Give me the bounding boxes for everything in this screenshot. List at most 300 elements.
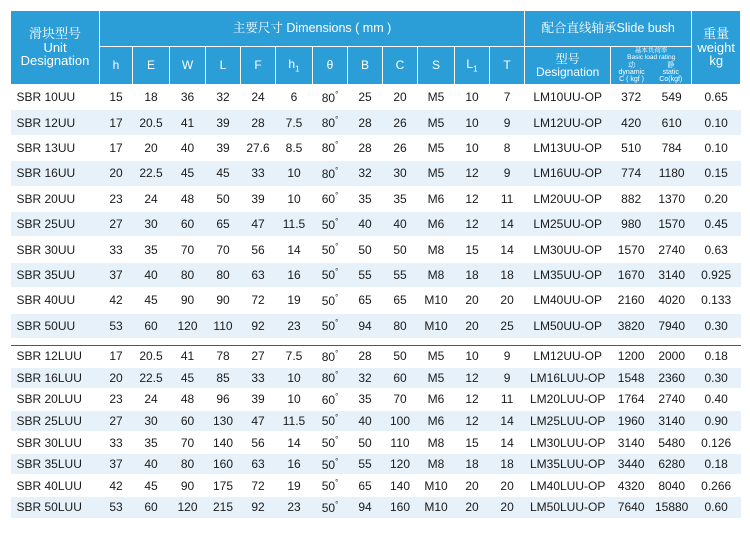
cell-e: 22.5 (133, 367, 170, 389)
cell-static-load: 6280 (652, 453, 692, 475)
table-row (11, 453, 741, 475)
load-rating-header: 基本负荷率 Basic load rating 动 dynamic C ( kgf ) 静 static Co(kgf) (611, 47, 692, 85)
cell-b: 32 (348, 367, 383, 389)
cell-c: 50 (383, 237, 418, 262)
cell-t: 18 (490, 453, 525, 475)
cell-l1: 20 (455, 475, 490, 497)
cell-h1: 7.5 (276, 110, 313, 135)
cell-h: 37 (100, 453, 133, 475)
cell-h: 17 (100, 345, 133, 367)
col-l1: $L_1$ (455, 47, 490, 85)
cell-theta: 60° (313, 186, 348, 211)
cell-theta: 50° (313, 497, 348, 519)
long-units (11, 345, 741, 518)
cell-h1: 19 (276, 288, 313, 313)
cell-theta: 80° (313, 85, 348, 110)
cell-h: 15 (100, 85, 133, 110)
cell-s: M10 (418, 475, 455, 497)
cell-t: 11 (490, 186, 525, 211)
table-row (11, 135, 741, 160)
cell-model: SBR 12UU (11, 110, 100, 135)
cell-weight: 0.15 (692, 161, 741, 186)
cell-e: 60 (133, 497, 170, 519)
cell-model: SBR 20UU (11, 186, 100, 211)
cell-t: 20 (490, 475, 525, 497)
cell-static-load: 15880 (652, 497, 692, 519)
cell-b: 40 (348, 410, 383, 432)
cell-l: 175 (206, 475, 241, 497)
cell-h1: 10 (276, 186, 313, 211)
cell-w: 70 (170, 237, 206, 262)
cell-l: 50 (206, 186, 241, 211)
cell-weight: 0.20 (692, 186, 741, 211)
cell-static-load: 2000 (652, 345, 692, 367)
cell-s: M5 (418, 161, 455, 186)
table-header (11, 11, 741, 85)
cell-b: 28 (348, 135, 383, 160)
standard-units (11, 85, 741, 339)
cell-bush-model: LM50UU-OP (525, 313, 611, 338)
cell-s: M8 (418, 453, 455, 475)
cell-b: 50 (348, 237, 383, 262)
cell-w: 41 (170, 345, 206, 367)
cell-model: SBR 35UU (11, 262, 100, 287)
cell-b: 55 (348, 262, 383, 287)
cell-w: 36 (170, 85, 206, 110)
cell-f: 28 (241, 110, 276, 135)
weight-header: 重量 weight kg (692, 11, 741, 85)
cell-h: 17 (100, 110, 133, 135)
cell-f: 27.6 (241, 135, 276, 160)
cell-static-load: 3140 (652, 410, 692, 432)
cell-weight: 0.18 (692, 345, 741, 367)
table-row (11, 262, 741, 287)
cell-w: 45 (170, 161, 206, 186)
cell-weight: 0.18 (692, 453, 741, 475)
cell-weight: 0.60 (692, 497, 741, 519)
cell-l: 215 (206, 497, 241, 519)
col-h1: $h_1$ (276, 47, 313, 85)
col-theta: θ (313, 47, 348, 85)
cell-e: 30 (133, 211, 170, 236)
cell-s: M8 (418, 432, 455, 454)
cell-s: M6 (418, 211, 455, 236)
cell-model: SBR 25LUU (11, 410, 100, 432)
cell-f: 63 (241, 453, 276, 475)
cell-e: 24 (133, 186, 170, 211)
cell-f: 56 (241, 237, 276, 262)
cell-h1: 23 (276, 313, 313, 338)
cell-model: SBR 12LUU (11, 345, 100, 367)
cell-static-load: 1180 (652, 161, 692, 186)
cell-theta: 50° (313, 475, 348, 497)
cell-model: SBR 20LUU (11, 389, 100, 411)
cell-w: 90 (170, 475, 206, 497)
cell-b: 55 (348, 453, 383, 475)
cell-dynamic-load: 3440 (611, 453, 652, 475)
cell-c: 110 (383, 432, 418, 454)
cell-c: 60 (383, 367, 418, 389)
table-row (11, 186, 741, 211)
cell-h1: 14 (276, 237, 313, 262)
cell-static-load: 784 (652, 135, 692, 160)
cell-bush-model: LM40LUU-OP (525, 475, 611, 497)
cell-e: 35 (133, 237, 170, 262)
cell-s: M6 (418, 410, 455, 432)
cell-l1: 10 (455, 345, 490, 367)
cell-c: 100 (383, 410, 418, 432)
cell-h: 27 (100, 211, 133, 236)
table-row (11, 410, 741, 432)
table-row (11, 85, 741, 110)
cell-t: 14 (490, 410, 525, 432)
cell-t: 11 (490, 389, 525, 411)
cell-l1: 10 (455, 85, 490, 110)
cell-theta: 50° (313, 313, 348, 338)
col-w: W (170, 47, 206, 85)
cell-l1: 10 (455, 135, 490, 160)
cell-s: M6 (418, 186, 455, 211)
cell-c: 140 (383, 475, 418, 497)
cell-h: 33 (100, 237, 133, 262)
cell-l1: 18 (455, 262, 490, 287)
cell-model: SBR 40LUU (11, 475, 100, 497)
cell-dynamic-load: 774 (611, 161, 652, 186)
cell-l1: 12 (455, 410, 490, 432)
cell-model: SBR 25UU (11, 211, 100, 236)
cell-e: 40 (133, 262, 170, 287)
cell-w: 90 (170, 288, 206, 313)
col-c: C (383, 47, 418, 85)
cell-bush-model: LM13UU-OP (525, 135, 611, 160)
cell-dynamic-load: 1548 (611, 367, 652, 389)
cell-weight: 0.90 (692, 410, 741, 432)
section-divider (11, 338, 741, 345)
cell-s: M8 (418, 262, 455, 287)
cell-t: 9 (490, 161, 525, 186)
cell-dynamic-load: 7640 (611, 497, 652, 519)
cell-s: M8 (418, 237, 455, 262)
cell-c: 30 (383, 161, 418, 186)
col-e: E (133, 47, 170, 85)
cell-dynamic-load: 510 (611, 135, 652, 160)
cell-dynamic-load: 1570 (611, 237, 652, 262)
cell-f: 27 (241, 345, 276, 367)
cell-w: 40 (170, 135, 206, 160)
cell-w: 80 (170, 262, 206, 287)
table-row (11, 110, 741, 135)
cell-f: 24 (241, 85, 276, 110)
cell-c: 35 (383, 186, 418, 211)
cell-s: M5 (418, 345, 455, 367)
cell-bush-model: LM30UU-OP (525, 237, 611, 262)
cell-theta: 80° (313, 367, 348, 389)
cell-s: M5 (418, 367, 455, 389)
cell-h: 17 (100, 135, 133, 160)
cell-b: 32 (348, 161, 383, 186)
cell-t: 9 (490, 367, 525, 389)
cell-static-load: 610 (652, 110, 692, 135)
cell-h1: 14 (276, 432, 313, 454)
cell-h: 23 (100, 389, 133, 411)
table-row (11, 475, 741, 497)
cell-l: 78 (206, 345, 241, 367)
cell-f: 39 (241, 389, 276, 411)
cell-w: 70 (170, 432, 206, 454)
cell-weight: 0.30 (692, 313, 741, 338)
cell-l: 85 (206, 367, 241, 389)
cell-w: 41 (170, 110, 206, 135)
cell-b: 94 (348, 313, 383, 338)
cell-h1: 10 (276, 367, 313, 389)
cell-c: 20 (383, 85, 418, 110)
cell-c: 55 (383, 262, 418, 287)
cell-c: 50 (383, 345, 418, 367)
cell-t: 14 (490, 237, 525, 262)
cell-bush-model: LM20LUU-OP (525, 389, 611, 411)
cell-h: 37 (100, 262, 133, 287)
cell-t: 14 (490, 432, 525, 454)
cell-bush-model: LM10UU-OP (525, 85, 611, 110)
cell-t: 20 (490, 288, 525, 313)
cell-l1: 12 (455, 367, 490, 389)
cell-f: 92 (241, 313, 276, 338)
cell-e: 45 (133, 475, 170, 497)
cell-h: 23 (100, 186, 133, 211)
table-row (11, 367, 741, 389)
cell-model: SBR 16LUU (11, 367, 100, 389)
cell-theta: 50° (313, 432, 348, 454)
table-row (11, 161, 741, 186)
cell-static-load: 7940 (652, 313, 692, 338)
cell-s: M10 (418, 497, 455, 519)
cell-s: M10 (418, 313, 455, 338)
cell-h1: 8.5 (276, 135, 313, 160)
cell-w: 60 (170, 410, 206, 432)
cell-e: 60 (133, 313, 170, 338)
unit-designation-header: 滑块型号 Unit Designation (11, 11, 100, 85)
cell-c: 160 (383, 497, 418, 519)
table-row (11, 288, 741, 313)
cell-dynamic-load: 1200 (611, 345, 652, 367)
cell-weight: 0.45 (692, 211, 741, 236)
cell-w: 48 (170, 389, 206, 411)
cell-h: 20 (100, 161, 133, 186)
cell-l: 90 (206, 288, 241, 313)
cell-theta: 50° (313, 453, 348, 475)
cell-t: 8 (490, 135, 525, 160)
cell-static-load: 1570 (652, 211, 692, 236)
cell-b: 28 (348, 345, 383, 367)
cell-s: M5 (418, 135, 455, 160)
cell-c: 26 (383, 135, 418, 160)
cell-b: 65 (348, 475, 383, 497)
cell-bush-model: LM30LUU-OP (525, 432, 611, 454)
cell-l1: 12 (455, 161, 490, 186)
cell-w: 120 (170, 497, 206, 519)
slide-unit-spec-table (10, 10, 741, 519)
cell-l: 110 (206, 313, 241, 338)
cell-l: 96 (206, 389, 241, 411)
cell-bush-model: LM16LUU-OP (525, 367, 611, 389)
cell-w: 120 (170, 313, 206, 338)
cell-f: 47 (241, 410, 276, 432)
cell-e: 40 (133, 453, 170, 475)
cell-t: 25 (490, 313, 525, 338)
cell-e: 20.5 (133, 110, 170, 135)
cell-f: 47 (241, 211, 276, 236)
cell-static-load: 4020 (652, 288, 692, 313)
table-row (11, 389, 741, 411)
cell-e: 18 (133, 85, 170, 110)
cell-static-load: 549 (652, 85, 692, 110)
cell-s: M10 (418, 288, 455, 313)
cell-weight: 0.30 (692, 367, 741, 389)
cell-weight: 0.65 (692, 85, 741, 110)
cell-model: SBR 40UU (11, 288, 100, 313)
table-row (11, 313, 741, 338)
cell-static-load: 1370 (652, 186, 692, 211)
col-h: h (100, 47, 133, 85)
cell-t: 18 (490, 262, 525, 287)
cell-f: 56 (241, 432, 276, 454)
cell-t: 9 (490, 110, 525, 135)
cell-b: 65 (348, 288, 383, 313)
cell-static-load: 3140 (652, 262, 692, 287)
col-l: L (206, 47, 241, 85)
cell-s: M5 (418, 110, 455, 135)
cell-weight: 0.40 (692, 389, 741, 411)
cell-w: 48 (170, 186, 206, 211)
cell-theta: 80° (313, 345, 348, 367)
bush-designation-header: 型号 Designation (525, 47, 611, 85)
cell-t: 14 (490, 211, 525, 236)
cell-t: 20 (490, 497, 525, 519)
cell-weight: 0.10 (692, 135, 741, 160)
cell-dynamic-load: 420 (611, 110, 652, 135)
cell-h: 33 (100, 432, 133, 454)
cell-e: 35 (133, 432, 170, 454)
cell-b: 25 (348, 85, 383, 110)
cell-f: 92 (241, 497, 276, 519)
cell-theta: 50° (313, 211, 348, 236)
cell-h1: 19 (276, 475, 313, 497)
slide-bush-header: 配合直线轴承Slide bush (525, 11, 692, 47)
cell-l1: 12 (455, 389, 490, 411)
cell-l1: 12 (455, 211, 490, 236)
table-row (11, 497, 741, 519)
cell-b: 35 (348, 389, 383, 411)
cell-dynamic-load: 1960 (611, 410, 652, 432)
cell-s: M5 (418, 85, 455, 110)
cell-weight: 0.126 (692, 432, 741, 454)
cell-b: 50 (348, 432, 383, 454)
cell-c: 120 (383, 453, 418, 475)
cell-l1: 18 (455, 453, 490, 475)
cell-static-load: 8040 (652, 475, 692, 497)
cell-model: SBR 30LUU (11, 432, 100, 454)
col-s: S (418, 47, 455, 85)
cell-bush-model: LM16UU-OP (525, 161, 611, 186)
cell-dynamic-load: 372 (611, 85, 652, 110)
cell-f: 72 (241, 288, 276, 313)
cell-static-load: 2740 (652, 237, 692, 262)
cell-l1: 20 (455, 313, 490, 338)
cell-w: 45 (170, 367, 206, 389)
cell-l: 160 (206, 453, 241, 475)
cell-h1: 11.5 (276, 410, 313, 432)
cell-f: 33 (241, 161, 276, 186)
cell-h1: 10 (276, 161, 313, 186)
cell-s: M6 (418, 389, 455, 411)
cell-b: 40 (348, 211, 383, 236)
cell-e: 20.5 (133, 345, 170, 367)
cell-b: 28 (348, 110, 383, 135)
table-row (11, 345, 741, 367)
cell-l: 70 (206, 237, 241, 262)
cell-h1: 11.5 (276, 211, 313, 236)
cell-theta: 50° (313, 288, 348, 313)
cell-model: SBR 35LUU (11, 453, 100, 475)
cell-l1: 12 (455, 186, 490, 211)
table-row (11, 211, 741, 236)
cell-dynamic-load: 980 (611, 211, 652, 236)
cell-bush-model: LM25LUU-OP (525, 410, 611, 432)
col-f: F (241, 47, 276, 85)
cell-dynamic-load: 2160 (611, 288, 652, 313)
col-t: T (490, 47, 525, 85)
cell-weight: 0.133 (692, 288, 741, 313)
cell-f: 63 (241, 262, 276, 287)
cell-l: 80 (206, 262, 241, 287)
cell-model: SBR 10UU (11, 85, 100, 110)
table-row (11, 237, 741, 262)
cell-weight: 0.925 (692, 262, 741, 287)
static-load-label: 静 static Co(kgf) (659, 61, 683, 84)
cell-e: 30 (133, 410, 170, 432)
cell-dynamic-load: 1764 (611, 389, 652, 411)
cell-c: 26 (383, 110, 418, 135)
cell-c: 65 (383, 288, 418, 313)
cell-l: 45 (206, 161, 241, 186)
cell-h: 53 (100, 497, 133, 519)
cell-dynamic-load: 4320 (611, 475, 652, 497)
cell-e: 24 (133, 389, 170, 411)
cell-c: 80 (383, 313, 418, 338)
cell-theta: 50° (313, 237, 348, 262)
cell-static-load: 5480 (652, 432, 692, 454)
dynamic-load-label: 动 dynamic C ( kgf ) (618, 61, 645, 84)
cell-static-load: 2360 (652, 367, 692, 389)
cell-bush-model: LM12UU-OP (525, 110, 611, 135)
cell-dynamic-load: 1670 (611, 262, 652, 287)
cell-h1: 16 (276, 453, 313, 475)
cell-f: 72 (241, 475, 276, 497)
cell-l: 39 (206, 135, 241, 160)
cell-model: SBR 50UU (11, 313, 100, 338)
cell-bush-model: LM20UU-OP (525, 186, 611, 211)
cell-l1: 10 (455, 110, 490, 135)
cell-dynamic-load: 3140 (611, 432, 652, 454)
cell-l1: 15 (455, 432, 490, 454)
cell-b: 35 (348, 186, 383, 211)
cell-l: 130 (206, 410, 241, 432)
cell-bush-model: LM40UU-OP (525, 288, 611, 313)
cell-model: SBR 13UU (11, 135, 100, 160)
cell-h: 20 (100, 367, 133, 389)
cell-c: 70 (383, 389, 418, 411)
cell-b: 94 (348, 497, 383, 519)
